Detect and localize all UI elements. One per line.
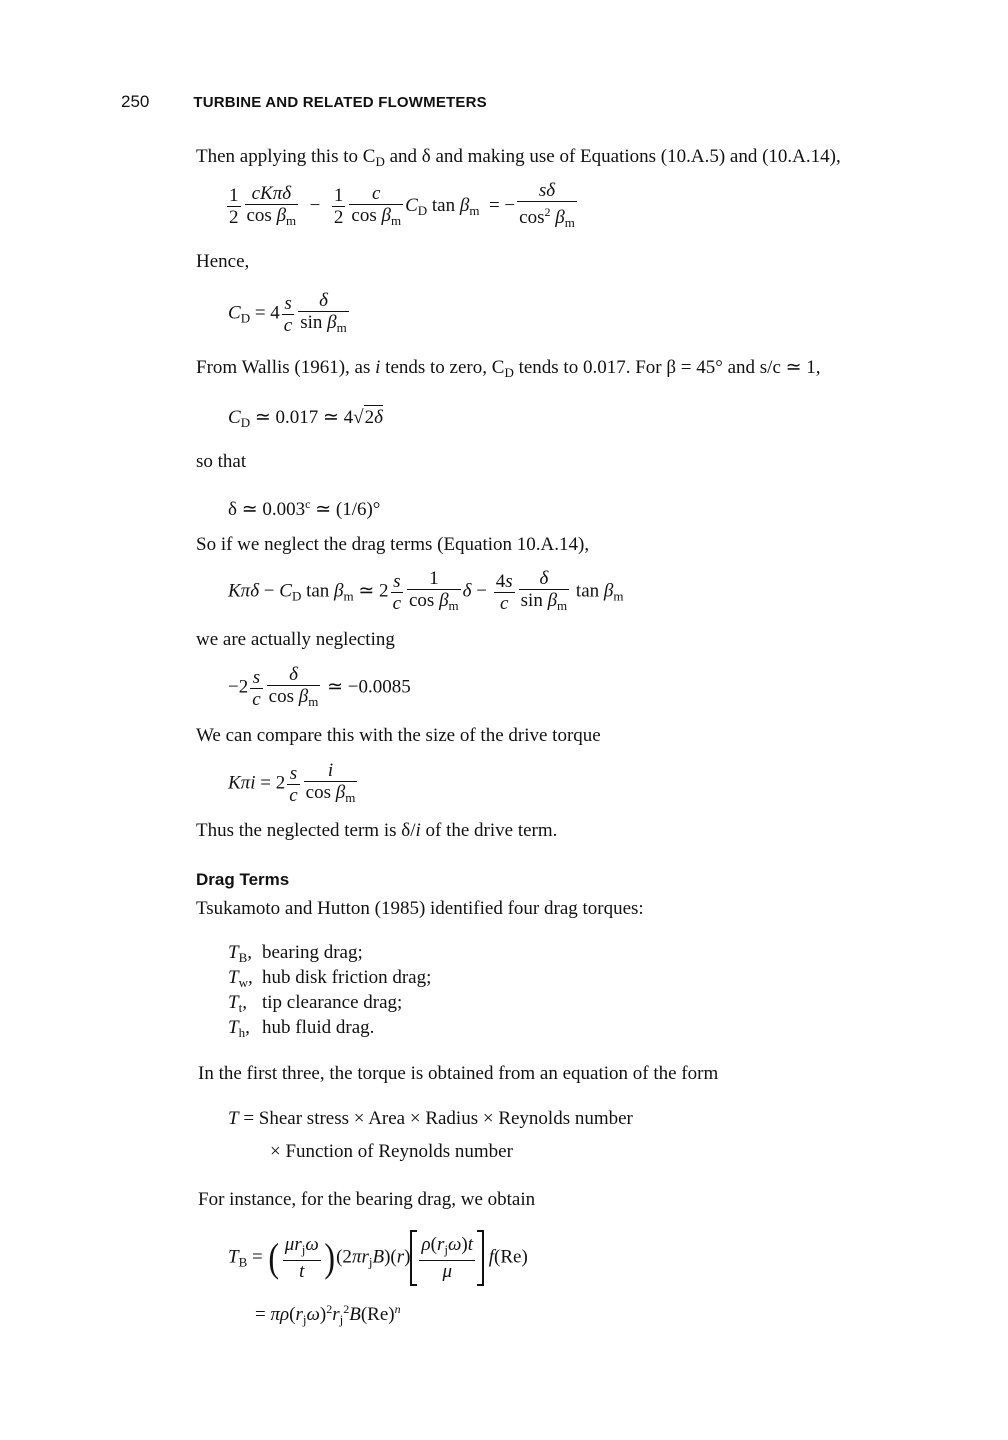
equation-torque-form-cont: × Function of Reynolds number (270, 1141, 513, 1162)
paragraph-first-three: In the first three, the torque is obtained from an equation of the form (198, 1063, 719, 1084)
list-item: $T_h$, hub fluid drag. (228, 1017, 375, 1040)
equation-cd-value: $C_D$ ≃ 0.017 ≃ 4√2δ (228, 407, 383, 430)
equation-neglected-term: −2 $\frac{s}{c}$ $\frac{\delta}{\cos \beta_m}$ ≃ −0.0085 (228, 664, 411, 710)
paragraph-compare: We can compare this with the size of the drive torque (196, 725, 601, 746)
equation-drive-torque: Kπi = 2 $\frac{s}{c}$ $\frac{i}{\cos \beta_m}$ (228, 760, 356, 806)
list-item: $T_w$, hub disk friction drag; (228, 967, 432, 990)
paragraph-so-that: so that (196, 451, 247, 472)
list-item: $T_t$, tip clearance drag; (228, 992, 403, 1015)
running-header (121, 92, 487, 118)
equation-torque-balance: $\frac{1}{2}$ $\frac{\text{cKπδ}}{\cos \beta_m}$ − $\frac{1}{2}$ $\frac{c}{\cos \beta_m}$ $C_D$ $\tan \beta_m$ = − $\frac{s\delta}{\cos^2 \beta_m}$ (229, 180, 575, 230)
equation-bearing-drag: $T_B$ = ( $\frac{\mu r_j\omega}{t}$ )$(2\pi r_jB)(r)$ $\frac{\rho(r_j\omega)t}{\mu}$ f(Re) (228, 1230, 528, 1286)
paragraph-wallis: From Wallis (1961), as i tends to zero, $C_D$ tends to 0.017. For β = 45° and s/c ≃ 1, (196, 357, 821, 380)
equation-cd: $C_D = 4$ $\frac{s}{c}$ $\frac{\delta}{\sin \beta_m}$ (228, 290, 347, 336)
paragraph-hence: Hence, (196, 251, 250, 272)
paragraph-apply: Then applying this to $C_D$ and δ and making use of Equations (10.A.5) and (10.A.14), (196, 146, 841, 169)
section-heading-drag-terms: Drag Terms (196, 870, 290, 889)
drag-torque-list (228, 940, 431, 1040)
list-item: $T_B$, bearing drag; (228, 942, 363, 965)
page-number: 250 (121, 92, 150, 111)
equation-delta: δ ≃ 0.003$^c$ ≃ (1/6)° (228, 497, 381, 520)
equation-bearing-drag-result: = $\pi\rho(r_j\omega)^2r_j^2B(Re)^n$ (255, 1302, 401, 1327)
paragraph-tsukamoto: Tsukamoto and Hutton (1985) identified four drag torques: (196, 898, 644, 919)
paragraph-neglect: So if we neglect the drag terms (Equation 10.A.14), (196, 534, 590, 555)
paragraph-thus: Thus the neglected term is δ/i of the drive term. (196, 820, 558, 841)
equation-torque-form: T = Shear stress × Area × Radius × Reynolds number (228, 1108, 633, 1129)
equation-neglect-drag: $K\pi\delta - C_D$ $\tan \beta_m$ ≃ 2 $\frac{s}{c}$ $\frac{1}{\cos \beta_m}$ δ − $\frac{4s}{c}$ $\frac{\delta}{\sin \beta_m}$ $\tan \beta_m$ (228, 568, 624, 614)
paragraph-neglecting: we are actually neglecting (196, 629, 395, 650)
running-title: TURBINE AND RELATED FLOWMETERS (193, 94, 487, 111)
paragraph-for-instance: For instance, for the bearing drag, we obtain (198, 1189, 536, 1210)
